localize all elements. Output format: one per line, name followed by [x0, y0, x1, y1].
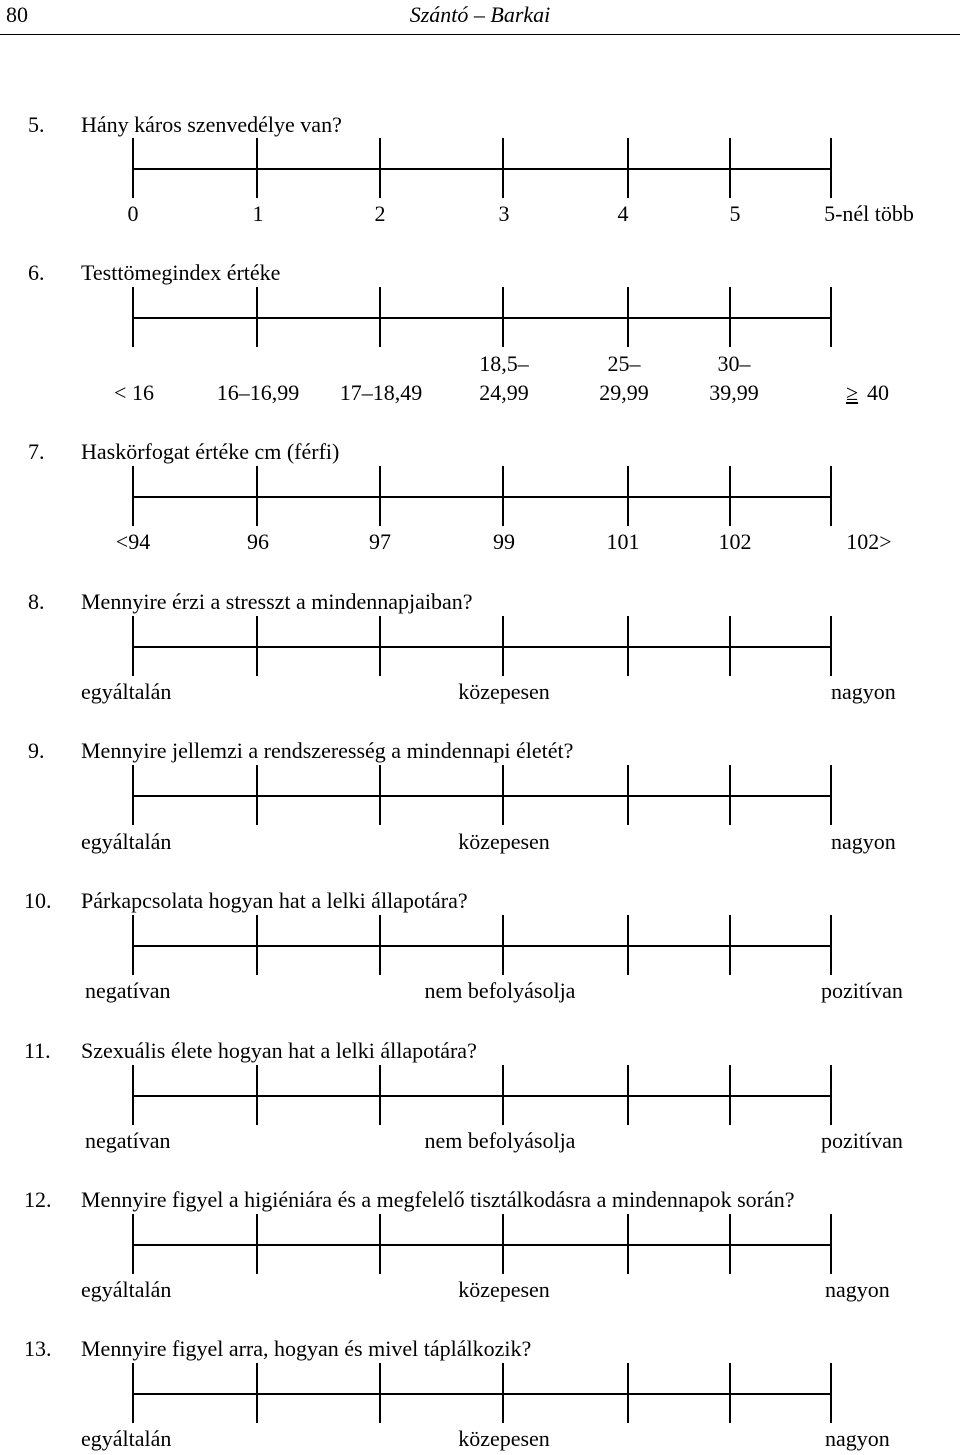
question-text: Párkapcsolata hogyan hat a lelki állapotára?: [81, 888, 468, 913]
scale-tick: [132, 1065, 134, 1125]
scale-label: 29,99: [599, 380, 649, 405]
scale-tick: [132, 1214, 134, 1274]
scale-label: nagyon: [825, 1426, 890, 1451]
scale-line: [133, 795, 831, 797]
question-text: Mennyire figyel arra, hogyan és mivel táplálkozik?: [81, 1336, 532, 1361]
scale-label: 101: [606, 529, 640, 554]
scale-label: nem befolyásolja: [424, 1128, 576, 1153]
scale-tick: [830, 138, 832, 198]
question-text: Haskörfogat értéke cm (férfi): [81, 439, 340, 464]
scale-tick: [627, 915, 629, 975]
scale-tick: [830, 1065, 832, 1125]
rating-scale[interactable]: [133, 915, 831, 975]
rating-scale[interactable]: [133, 466, 831, 526]
scale-tick: [729, 1214, 731, 1274]
scale-tick: [256, 1065, 258, 1125]
rating-scale[interactable]: [133, 1363, 831, 1423]
scale-label: 97: [369, 529, 391, 554]
scale-label: egyáltalán: [81, 1426, 172, 1451]
scale-label: közepesen: [458, 1426, 550, 1451]
scale-tick: [256, 1363, 258, 1423]
scale-tick: [502, 466, 504, 526]
scale-tick: [379, 1363, 381, 1423]
question-number: 13.: [24, 1336, 52, 1361]
scale-label: <94: [115, 529, 151, 554]
page-number: 80: [6, 2, 28, 27]
scale-tick: [627, 287, 629, 347]
scale-tick: [256, 765, 258, 825]
scale-tick: [830, 915, 832, 975]
scale-tick: [132, 138, 134, 198]
scale-tick: [256, 616, 258, 676]
scale-line: [133, 496, 831, 498]
scale-tick: [502, 616, 504, 676]
scale-tick: [502, 1214, 504, 1274]
header-rule: [0, 34, 960, 35]
scale-line: [133, 1393, 831, 1395]
scale-line: [133, 945, 831, 947]
scale-label: közepesen: [458, 679, 550, 704]
rating-scale[interactable]: [133, 287, 831, 347]
scale-label: 102>: [846, 529, 892, 554]
scale-tick: [502, 915, 504, 975]
scale-label: egyáltalán: [81, 1277, 172, 1302]
scale-tick: [132, 915, 134, 975]
scale-tick: [502, 138, 504, 198]
question-text: Szexuális élete hogyan hat a lelki állapotára?: [81, 1038, 477, 1063]
scale-label: 5-nél több: [824, 201, 914, 226]
scale-tick: [256, 915, 258, 975]
scale-label: 4: [617, 201, 629, 226]
scale-tick: [132, 616, 134, 676]
scale-label: 1: [252, 201, 264, 226]
scale-tick: [379, 1214, 381, 1274]
scale-tick: [502, 1065, 504, 1125]
scale-label: 17–18,49: [339, 380, 423, 405]
scale-tick: [729, 765, 731, 825]
rating-scale[interactable]: [133, 765, 831, 825]
question-number: 8.: [28, 589, 45, 614]
scale-label: 102: [718, 529, 752, 554]
scale-tick: [729, 287, 731, 347]
scale-tick: [132, 287, 134, 347]
scale-line: [133, 168, 831, 170]
scale-tick: [256, 1214, 258, 1274]
scale-label: nagyon: [825, 1277, 890, 1302]
question-number: 9.: [28, 738, 45, 763]
scale-tick: [379, 765, 381, 825]
scale-tick: [379, 1065, 381, 1125]
scale-label: egyáltalán: [81, 829, 172, 854]
scale-label: pozitívan: [821, 978, 903, 1003]
scale-tick: [379, 915, 381, 975]
question-number: 6.: [28, 260, 45, 285]
scale-tick: [830, 287, 832, 347]
scale-tick: [729, 616, 731, 676]
scale-tick: [502, 765, 504, 825]
rating-scale[interactable]: [133, 1065, 831, 1125]
scale-tick: [729, 1065, 731, 1125]
question-number: 5.: [28, 112, 45, 137]
question-text: Testtömegindex értéke: [81, 260, 281, 285]
scale-tick: [627, 1214, 629, 1274]
scale-label: pozitívan: [821, 1128, 903, 1153]
question-text: Mennyire figyel a higiéniára és a megfelelő tisztálkodásra a mindennapok során?: [81, 1187, 795, 1212]
scale-tick: [256, 466, 258, 526]
question-text: Mennyire jellemzi a rendszeresség a mindennapi életét?: [81, 738, 574, 763]
scale-tick: [256, 287, 258, 347]
scale-label: 0: [127, 201, 139, 226]
running-title: Szántó – Barkai: [409, 2, 551, 27]
question-text: Hány káros szenvedélye van?: [81, 112, 342, 137]
scale-tick: [830, 765, 832, 825]
question-number: 12.: [24, 1187, 52, 1212]
scale-label: 18,5–: [479, 351, 529, 376]
scale-line: [133, 317, 831, 319]
scale-tick: [729, 1363, 731, 1423]
scale-label: nem befolyásolja: [424, 978, 576, 1003]
scale-tick: [132, 1363, 134, 1423]
scale-label: negatívan: [85, 1128, 171, 1153]
scale-tick: [729, 915, 731, 975]
scale-label: negatívan: [85, 978, 171, 1003]
scale-tick: [627, 138, 629, 198]
scale-label: 30–: [717, 351, 751, 376]
scale-tick: [627, 1363, 629, 1423]
scale-tick: [256, 138, 258, 198]
scale-tick: [379, 616, 381, 676]
scale-label: 39,99: [709, 380, 759, 405]
scale-label: 96: [247, 529, 269, 554]
scale-label: 16–16,99: [216, 380, 300, 405]
scale-tick: [627, 466, 629, 526]
scale-label: 5: [729, 201, 741, 226]
scale-tick: [379, 466, 381, 526]
scale-tick: [132, 466, 134, 526]
scale-label: 2: [374, 201, 386, 226]
scale-label: ≥: [846, 380, 859, 405]
rating-scale[interactable]: [133, 138, 831, 198]
scale-tick: [830, 1363, 832, 1423]
scale-tick: [379, 138, 381, 198]
scale-tick: [830, 466, 832, 526]
scale-line: [133, 1244, 831, 1246]
scale-line: [133, 646, 831, 648]
scale-label: 25–: [607, 351, 641, 376]
scale-line: [133, 1095, 831, 1097]
question-number: 11.: [24, 1038, 51, 1063]
scale-tick: [379, 287, 381, 347]
scale-label: közepesen: [458, 829, 550, 854]
scale-label: nagyon: [831, 829, 896, 854]
scale-tick: [627, 616, 629, 676]
scale-tick: [729, 466, 731, 526]
scale-label: 24,99: [479, 380, 529, 405]
scale-tick: [627, 765, 629, 825]
scale-label: 99: [493, 529, 515, 554]
rating-scale[interactable]: [133, 616, 831, 676]
scale-tick: [830, 1214, 832, 1274]
scale-label: 3: [498, 201, 510, 226]
rating-scale[interactable]: [133, 1214, 831, 1274]
scale-label: nagyon: [831, 679, 896, 704]
scale-label: < 16: [114, 380, 154, 405]
scale-tick: [830, 616, 832, 676]
scale-tick: [502, 287, 504, 347]
question-number: 10.: [24, 888, 52, 913]
scale-label: 40: [867, 380, 889, 405]
question-text: Mennyire érzi a stresszt a mindennapjaiban?: [81, 589, 473, 614]
scale-tick: [132, 765, 134, 825]
scale-tick: [502, 1363, 504, 1423]
scale-tick: [729, 138, 731, 198]
question-number: 7.: [28, 439, 45, 464]
scale-label: közepesen: [458, 1277, 550, 1302]
scale-tick: [627, 1065, 629, 1125]
scale-label: egyáltalán: [81, 679, 172, 704]
